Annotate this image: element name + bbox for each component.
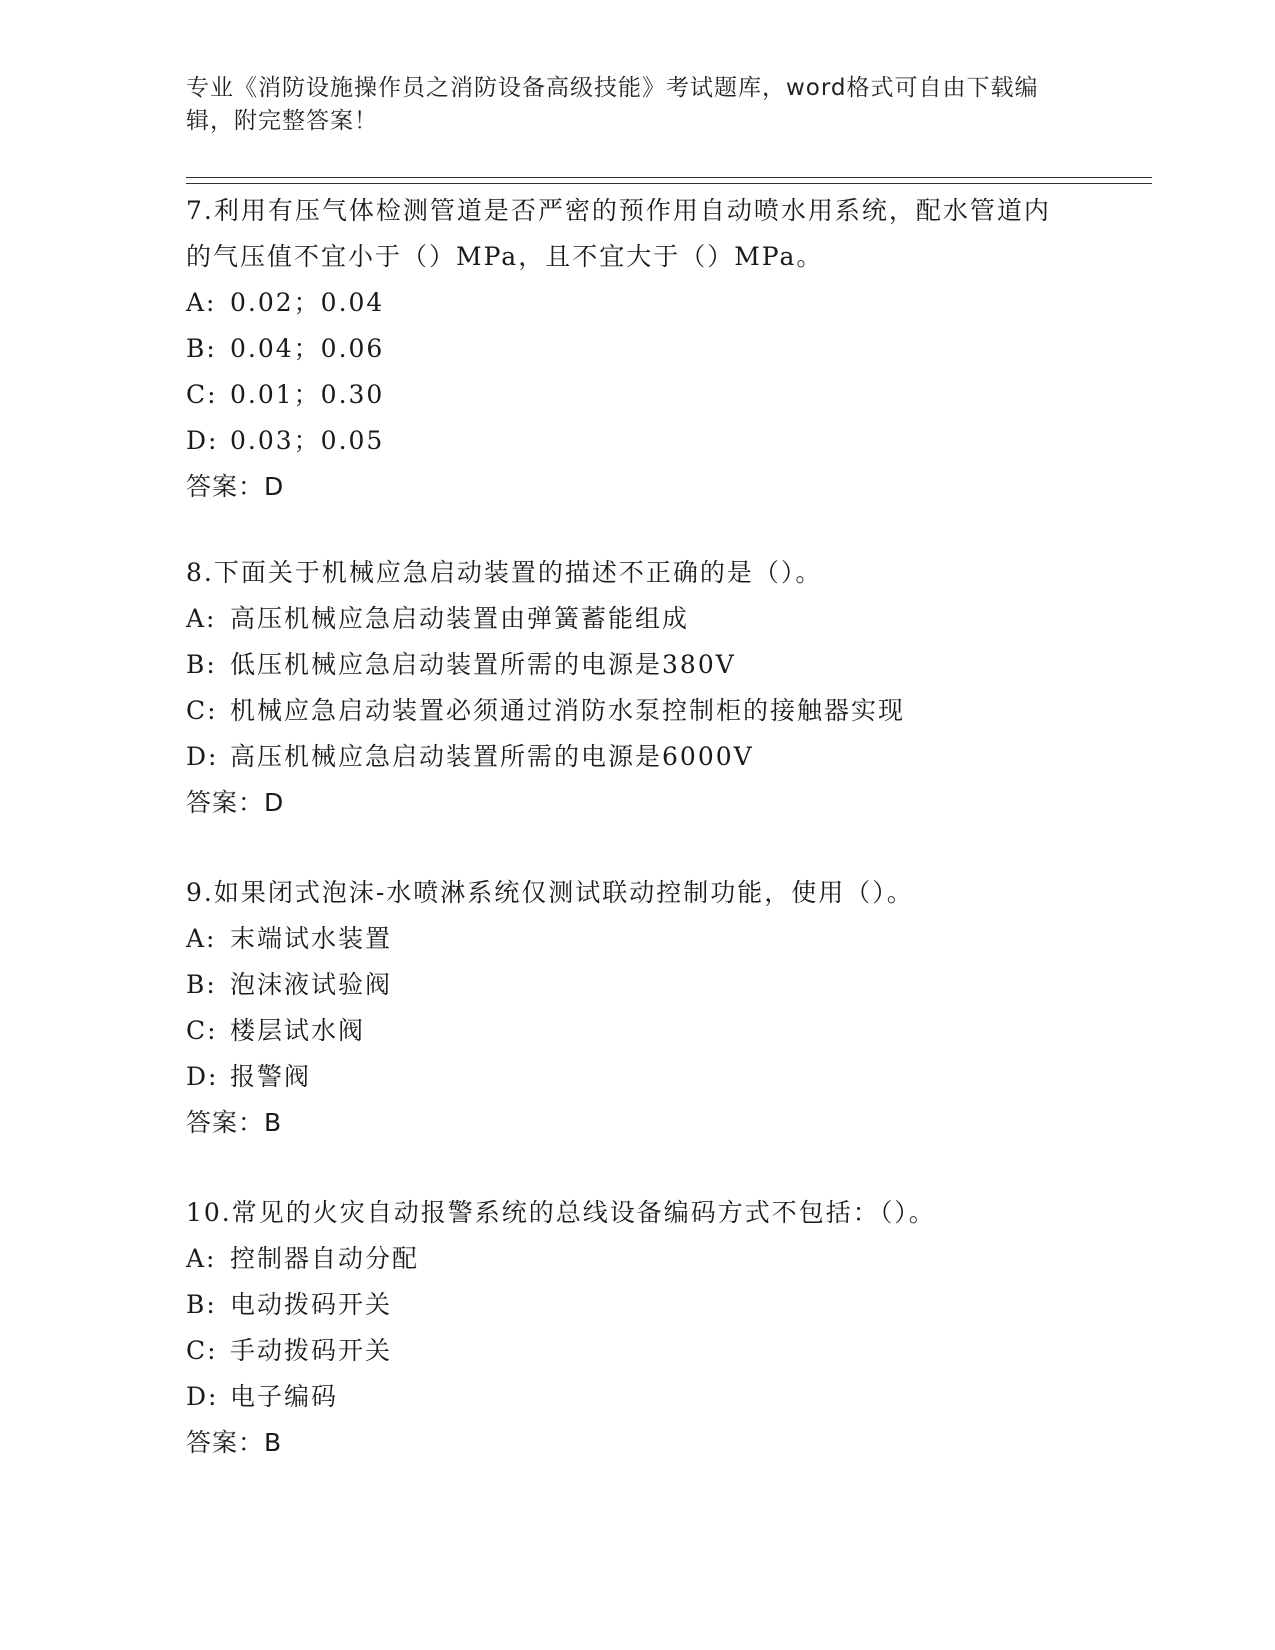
answer-line: 答案：D	[186, 788, 285, 817]
option-a	[186, 916, 1066, 962]
option-letter: C:	[186, 380, 218, 409]
answer-line: 答案：B	[186, 1428, 283, 1457]
option-letter: C:	[186, 696, 218, 725]
question-stem: 7.利用有压气体检测管道是否严密的预作用自动喷水用系统，配水管道内的气压值不宜小于（）MPa，且不宜大于（）MPa。	[186, 196, 1051, 271]
option-text: 0.01；0.30	[230, 380, 385, 409]
option-letter: C:	[186, 1016, 218, 1045]
option-a	[186, 280, 1066, 326]
option-text: 报警阀	[230, 1062, 312, 1091]
question-10	[186, 1190, 1066, 1466]
option-b	[186, 326, 1066, 372]
option-c	[186, 688, 1066, 734]
option-c	[186, 1328, 1066, 1374]
option-d	[186, 418, 1066, 464]
option-text: 0.02；0.04	[230, 288, 385, 317]
header-intro: 专业《消防设施操作员之消防设备高级技能》考试题库，word格式可自由下载编辑，附完整答案！	[186, 75, 1039, 134]
option-letter: D:	[186, 1062, 219, 1091]
option-letter: A:	[186, 924, 217, 953]
option-a	[186, 1236, 1066, 1282]
option-text: 电子编码	[230, 1382, 339, 1411]
question-stem: 10.常见的火灾自动报警系统的总线设备编码方式不包括：（）。	[186, 1198, 936, 1227]
header-divider-top	[186, 177, 1152, 178]
question-9	[186, 870, 1066, 1146]
option-d	[186, 734, 1066, 780]
option-letter: C:	[186, 1336, 218, 1365]
option-text: 低压机械应急启动装置所需的电源是380V	[230, 650, 736, 679]
option-letter: D:	[186, 426, 219, 455]
answer-line: 答案：B	[186, 1108, 283, 1137]
option-text: 0.03；0.05	[230, 426, 385, 455]
option-text: 泡沫液试验阀	[230, 970, 393, 999]
option-text: 楼层试水阀	[230, 1016, 366, 1045]
question-8	[186, 550, 1066, 826]
option-letter: D:	[186, 742, 219, 771]
option-text: 手动拨码开关	[230, 1336, 393, 1365]
option-d	[186, 1054, 1066, 1100]
option-b	[186, 1282, 1066, 1328]
answer-line: 答案：D	[186, 472, 285, 501]
option-letter: B:	[186, 334, 217, 363]
question-stem: 8.下面关于机械应急启动装置的描述不正确的是（）。	[186, 558, 823, 587]
option-letter: B:	[186, 1290, 217, 1319]
option-letter: A:	[186, 604, 217, 633]
option-text: 机械应急启动装置必须通过消防水泵控制柜的接触器实现	[230, 696, 906, 725]
option-text: 高压机械应急启动装置由弹簧蓄能组成	[230, 604, 690, 633]
option-d	[186, 1374, 1066, 1420]
option-b	[186, 962, 1066, 1008]
option-b	[186, 642, 1066, 688]
option-c	[186, 1008, 1066, 1054]
option-text: 高压机械应急启动装置所需的电源是6000V	[230, 742, 754, 771]
option-letter: D:	[186, 1382, 219, 1411]
header-divider-bottom	[186, 183, 1152, 184]
option-letter: A:	[186, 288, 217, 317]
option-text: 末端试水装置	[230, 924, 393, 953]
option-a	[186, 596, 1066, 642]
option-letter: A:	[186, 1244, 217, 1273]
question-7	[186, 188, 1066, 510]
option-text: 0.04；0.06	[230, 334, 385, 363]
question-stem: 9.如果闭式泡沫-水喷淋系统仅测试联动控制功能，使用（）。	[186, 878, 914, 907]
option-text: 控制器自动分配	[230, 1244, 420, 1273]
option-text: 电动拨码开关	[230, 1290, 393, 1319]
option-c	[186, 372, 1066, 418]
option-letter: B:	[186, 970, 217, 999]
option-letter: B:	[186, 650, 217, 679]
